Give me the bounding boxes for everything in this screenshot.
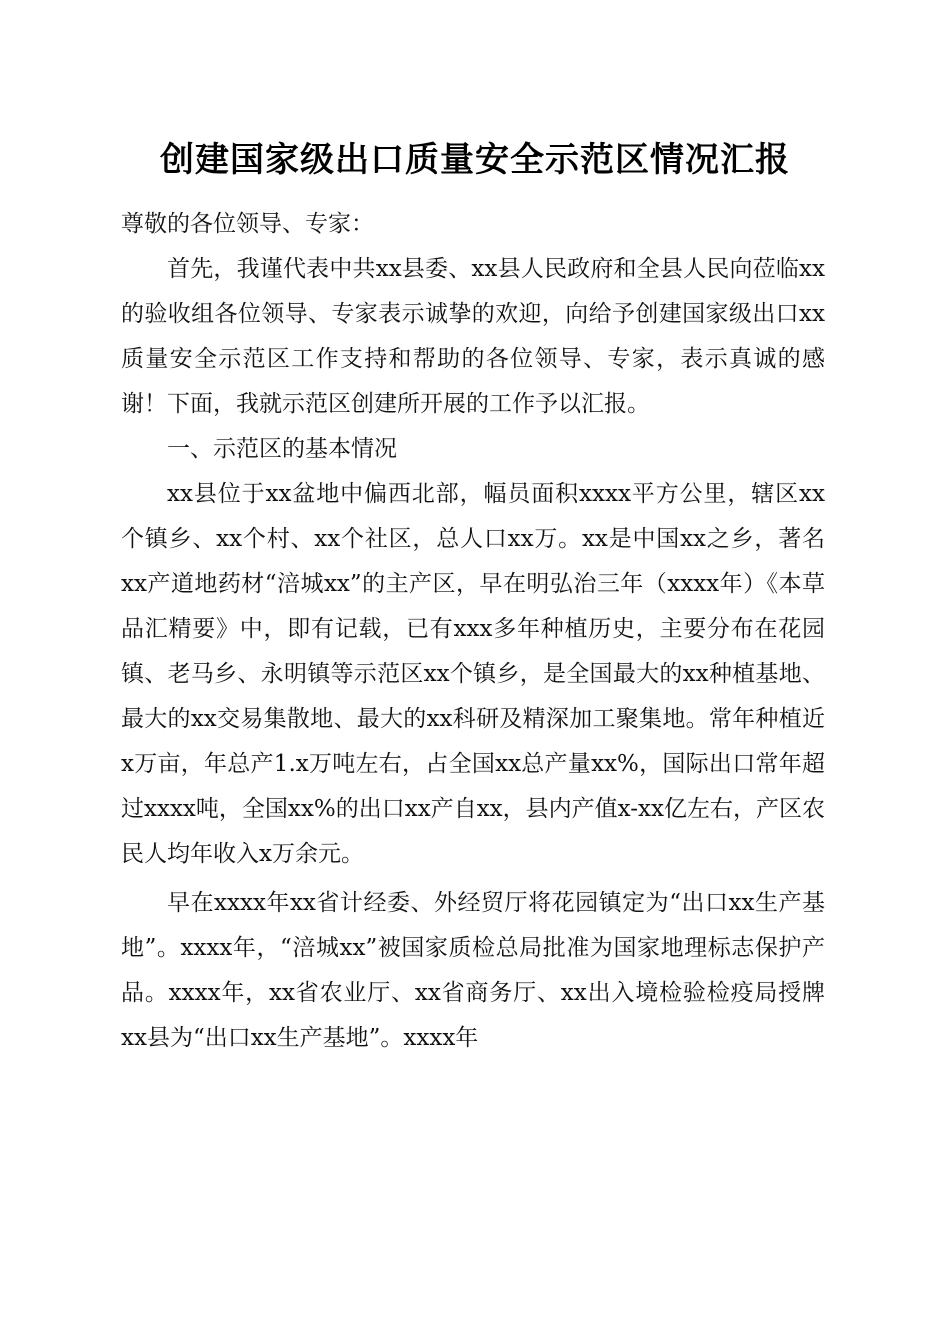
paragraph-base-history: 早在xxxx年xx省计经委、外经贸厅将花园镇定为“出口xx生产基地”。xxxx年，“涪城xx”被国家质检总局批准为国家地理标志保护产品。xxxx年，xx省农业厅、xx省商务厅、xx出入境检验检疫局授牌xx县为“出口xx生产基地”。xxxx年 — [121, 890, 825, 1051]
section-heading-basic-situation: 一、示范区的基本情况 — [167, 436, 397, 462]
paragraph-intro: 首先，我谨代表中共xx县委、xx县人民政府和全县人民向莅临xx的验收组各位领导、专家表示诚挚的欢迎，向给予创建国家级出口xx质量安全示范区工作支持和帮助的各位领导、专家，表示真诚的感谢！下面，我就示范区创建所开展的工作予以汇报。 — [121, 256, 825, 417]
salutation: 尊敬的各位领导、专家： — [121, 211, 374, 237]
paragraph-county-overview: xx县位于xx盆地中偏西北部，幅员面积xxxx平方公里，辖区xx个镇乡、xx个村、xx个社区，总人口xx万。xx是中国xx之乡，著名xx产道地药材“涪城xx”的主产区，早在明弘治三年（xxxx年）《本草品汇精要》中，即有记载，已有xxx多年种植历史，主要分布在花园镇、老马乡、永明镇等示范区xx个镇乡，是全国最大的xx种植基地、最大的xx交易集散地、最大的xx科研及精深加工聚集地。常年种植近x万亩，年总产1.x万吨左右，占全国xx总产量xx%，国际出口常年超过xxxx吨，全国xx%的出口xx产自xx，县内产值x-xx亿左右，产区农民人均年收入x万余元。 — [121, 481, 825, 867]
document-title: 创建国家级出口质量安全示范区情况汇报 — [160, 140, 790, 180]
document-body — [121, 202, 825, 1061]
